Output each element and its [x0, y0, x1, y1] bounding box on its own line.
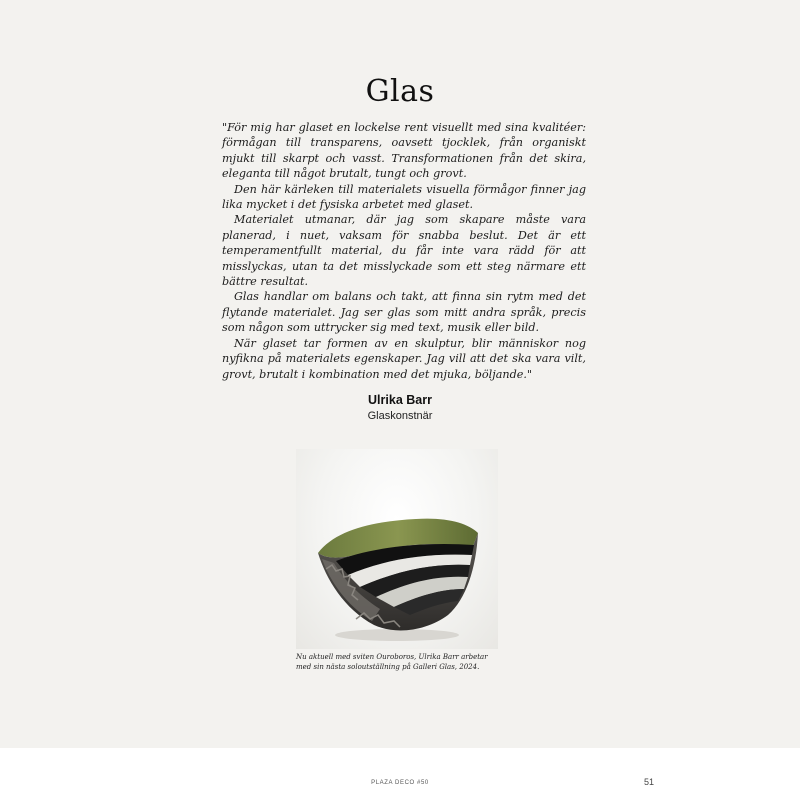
photo-caption: Nu aktuell med sviten Ouroboros, Ulrika Barr arbetar med sin nästa soloutställning på Galleri Glas, 2024. [296, 653, 488, 671]
glass-bowl-illustration [296, 449, 498, 649]
quote-paragraph: När glaset tar formen av en skulptur, blir människor nog nyfikna på materialets egenskaper. Jag vill att det ska vara vilt, grovt, brutalt i kombination med det mjuka, böljande." [222, 336, 586, 381]
quote-body [222, 120, 586, 382]
footer-band [0, 748, 800, 800]
quote-paragraph: Materialet utmanar, där jag som skapare måste vara planerad, i nuet, vaksam för snabba beslut. Det är ett temperamentfullt material, du får inte vara rädd för att misslyckas, utan ta det misslyckade som ett steg närmare ett bättre resultat. [222, 213, 586, 289]
article-title: Glas [365, 74, 435, 109]
author-name: Ulrika Barr [368, 393, 432, 407]
quote-paragraph: Glas handlar om balans och takt, att finna sin rytm med det flytande materialet. Jag ser glas som mitt andra språk, precis som någon som uttrycker sig med text, musik eller bild. [222, 290, 586, 335]
glass-sculpture-photo [296, 449, 498, 649]
magazine-footer: PLAZA DECO #50 [371, 780, 429, 786]
quote-paragraph: "För mig har glaset en lockelse rent visuellt med sina kvalitéer: förmågan till transparens, oavsett tjocklek, från organiskt mjukt till skarpt och vasst. Transformationen från det skira, eleganta till något brutalt, tungt och grovt. [222, 121, 586, 181]
page-number: 51 [644, 777, 655, 787]
quote-paragraph: Den här kärleken till materialets visuella förmågor finner jag lika mycket i det fysiska arbetet med glaset. [222, 182, 586, 212]
author-credit [0, 392, 800, 424]
author-role: Glaskonstnär [367, 410, 433, 422]
